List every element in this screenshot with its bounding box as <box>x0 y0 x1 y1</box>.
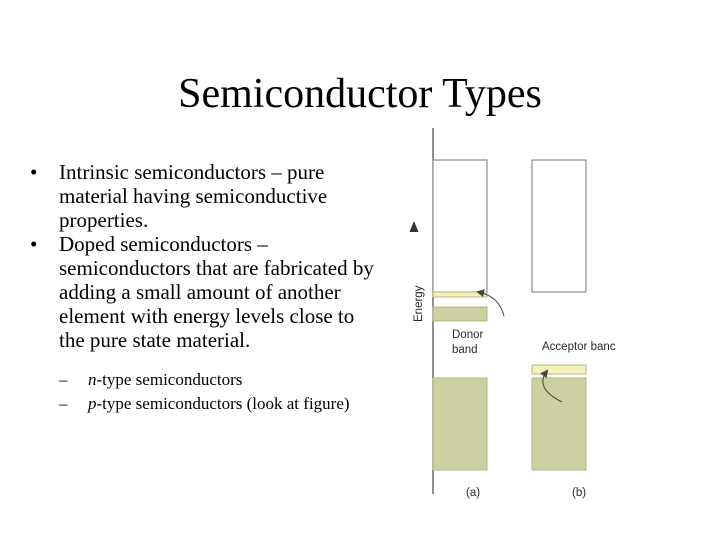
energy-band-figure <box>400 126 640 506</box>
conduction-band-a <box>433 160 487 292</box>
donor-label-line2: band <box>452 344 478 356</box>
bullet-intrinsic <box>30 160 380 232</box>
acceptor-label: Acceptor banc <box>542 341 616 353</box>
type-letter: p <box>88 394 97 413</box>
donor-label-line1: Donor <box>452 329 484 341</box>
energy-label: Energy <box>413 285 425 322</box>
bullet-marker: • <box>30 232 38 256</box>
valence-band-b <box>532 378 586 470</box>
bullet-list <box>30 160 380 416</box>
panel-a-label: (a) <box>466 487 481 499</box>
bullet-doped <box>30 232 380 416</box>
sub-bullet-marker: – <box>59 370 68 389</box>
bullet-text: Doped semiconductors – semiconductors that are fabricated by adding a small amount of another element with energy levels close to the pure state material. <box>59 232 374 352</box>
slide-title: Semiconductor Types <box>178 71 542 117</box>
conduction-band-b <box>532 160 586 292</box>
valence-band-a <box>433 378 487 470</box>
sub-bullet-text: -type semiconductors (look at figure) <box>96 394 350 413</box>
sub-bullet-text: -type semiconductors <box>96 370 243 389</box>
sub-bullet-list <box>59 368 380 416</box>
type-letter: n <box>88 370 97 389</box>
panel-b-label: (b) <box>572 487 587 499</box>
sub-bullet-p-type <box>59 392 380 416</box>
bullet-text: Intrinsic semiconductors – pure material having semiconductive properties. <box>59 160 328 232</box>
sub-bullet-marker: – <box>59 394 68 413</box>
bullet-marker: • <box>30 160 38 184</box>
donor-level-a <box>433 292 487 297</box>
donor-band-a <box>433 307 487 321</box>
acceptor-band-b <box>532 365 586 374</box>
sub-bullet-n-type <box>59 368 380 392</box>
energy-arrow-icon <box>410 221 419 232</box>
